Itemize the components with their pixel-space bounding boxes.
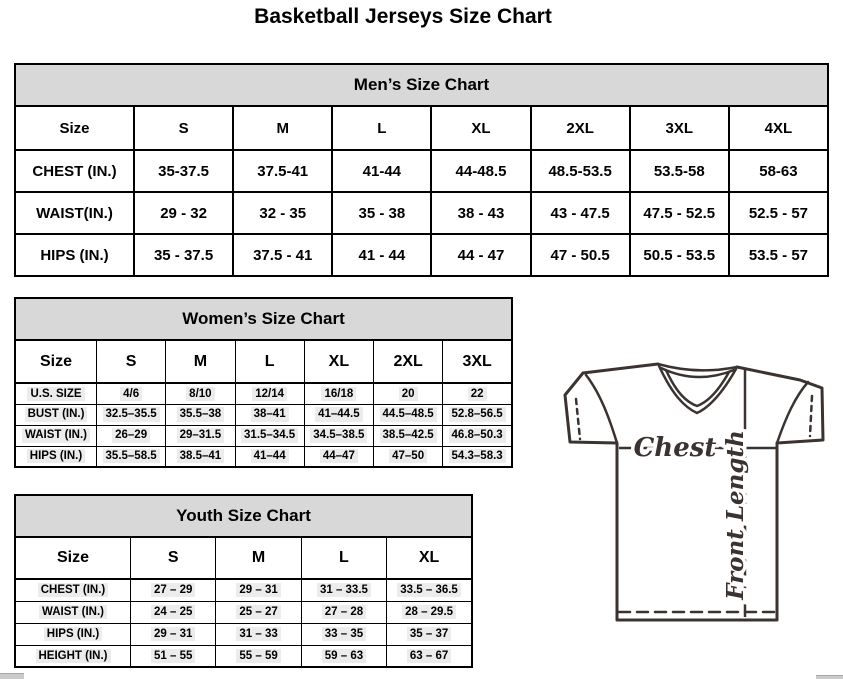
size-value: 29 - 32: [134, 192, 233, 234]
measurement-row: [15, 579, 472, 601]
size-value: 24 – 25: [131, 601, 216, 623]
size-value: 41–44: [235, 446, 304, 467]
size-value: 35 - 38: [332, 192, 431, 234]
row-label: HEIGHT (IN.): [15, 645, 131, 667]
size-value: 32 - 35: [233, 192, 332, 234]
column-header: XL: [304, 340, 373, 383]
measurement-row: [15, 404, 512, 425]
size-value: 52.8–56.5: [443, 404, 512, 425]
size-value: 37.5-41: [233, 150, 332, 192]
scrollbar-fragment-left[interactable]: [0, 673, 24, 679]
row-label: BUST (IN.): [15, 404, 97, 425]
size-value: 54.3–58.3: [443, 446, 512, 467]
size-value: 47 - 50.5: [531, 234, 630, 276]
row-label: HIPS (IN.): [15, 234, 134, 276]
row-label: CHEST (IN.): [15, 579, 131, 601]
size-value: 52.5 - 57: [729, 192, 828, 234]
row-label: CHEST (IN.): [15, 150, 134, 192]
size-value: 44–47: [304, 446, 373, 467]
column-header: Size: [15, 340, 97, 383]
size-value: 38 - 43: [431, 192, 530, 234]
measurement-row: [15, 383, 512, 404]
row-label: U.S. SIZE: [15, 383, 97, 404]
size-value: 37.5 - 41: [233, 234, 332, 276]
womens-size-table: [14, 339, 513, 468]
size-value: 47–50: [374, 446, 443, 467]
size-value: 35 - 37.5: [134, 234, 233, 276]
size-value: 41 - 44: [332, 234, 431, 276]
front-length-label: Front Length: [722, 430, 749, 600]
column-header: Size: [15, 106, 134, 150]
size-value: 48.5-53.5: [531, 150, 630, 192]
column-header: L: [235, 340, 304, 383]
womens-table-title: Women’s Size Chart: [14, 297, 513, 339]
size-value: 26–29: [97, 425, 166, 446]
column-header: 3XL: [630, 106, 729, 150]
column-header: S: [131, 537, 216, 579]
column-header: M: [216, 537, 301, 579]
scrollbar-fragment-right[interactable]: [816, 675, 843, 679]
column-header: 3XL: [443, 340, 512, 383]
measurement-row: [15, 446, 512, 467]
size-value: 22: [443, 383, 512, 404]
womens-size-chart: [14, 297, 513, 468]
size-value: 43 - 47.5: [531, 192, 630, 234]
row-label: WAIST (IN.): [15, 601, 131, 623]
row-label: HIPS (IN.): [15, 446, 97, 467]
size-value: 27 – 28: [301, 601, 386, 623]
size-value: 33.5 – 36.5: [387, 579, 472, 601]
column-header: Size: [15, 537, 131, 579]
size-value: 58-63: [729, 150, 828, 192]
size-value: 63 – 67: [387, 645, 472, 667]
measurement-row: [15, 425, 512, 446]
size-value: 38.5–41: [166, 446, 235, 467]
page-title: Basketball Jerseys Size Chart: [254, 5, 552, 28]
column-header: S: [97, 340, 166, 383]
column-header: 2XL: [374, 340, 443, 383]
mens-size-table: [14, 105, 829, 277]
size-value: 25 – 27: [216, 601, 301, 623]
size-value: 35 – 37: [387, 623, 472, 645]
size-value: 35.5–38: [166, 404, 235, 425]
size-value: 41-44: [332, 150, 431, 192]
chest-label: Chest: [633, 433, 717, 463]
youth-size-table: [14, 536, 473, 668]
youth-table-title: Youth Size Chart: [14, 494, 473, 536]
measurement-row: [15, 192, 828, 234]
measurement-row: [15, 150, 828, 192]
size-value: 33 – 35: [301, 623, 386, 645]
size-value: 16/18: [304, 383, 373, 404]
size-value: 44-48.5: [431, 150, 530, 192]
measurement-row: [15, 645, 472, 667]
measurement-row: [15, 623, 472, 645]
column-header: M: [233, 106, 332, 150]
size-value: 41–44.5: [304, 404, 373, 425]
column-header: S: [134, 106, 233, 150]
size-value: 38–41: [235, 404, 304, 425]
size-value: 53.5 - 57: [729, 234, 828, 276]
size-value: 44 - 47: [431, 234, 530, 276]
size-value: 29 – 31: [131, 623, 216, 645]
size-value: 29 – 31: [216, 579, 301, 601]
row-label: WAIST(IN.): [15, 192, 134, 234]
size-value: 12/14: [235, 383, 304, 404]
size-value: 46.8–50.3: [443, 425, 512, 446]
column-header: XL: [431, 106, 530, 150]
row-label: HIPS (IN.): [15, 623, 131, 645]
measurement-row: [15, 601, 472, 623]
size-value: 47.5 - 52.5: [630, 192, 729, 234]
size-value: 50.5 - 53.5: [630, 234, 729, 276]
header-row: [15, 106, 828, 150]
column-header: 4XL: [729, 106, 828, 150]
size-value: 31 – 33.5: [301, 579, 386, 601]
header-row: [15, 537, 472, 579]
size-value: 51 – 55: [131, 645, 216, 667]
size-value: 38.5–42.5: [374, 425, 443, 446]
size-value: 32.5–35.5: [97, 404, 166, 425]
size-value: 35.5–58.5: [97, 446, 166, 467]
jersey-outline-icon: [565, 364, 823, 620]
size-value: 31.5–34.5: [235, 425, 304, 446]
measurement-row: [15, 234, 828, 276]
size-value: 27 – 29: [131, 579, 216, 601]
size-value: 31 – 33: [216, 623, 301, 645]
size-value: 28 – 29.5: [387, 601, 472, 623]
row-label: WAIST (IN.): [15, 425, 97, 446]
size-value: 8/10: [166, 383, 235, 404]
size-value: 53.5-58: [630, 150, 729, 192]
column-header: L: [301, 537, 386, 579]
column-header: 2XL: [531, 106, 630, 150]
mens-size-chart: [14, 63, 829, 277]
size-value: 20: [374, 383, 443, 404]
jersey-measurement-diagram: [560, 360, 842, 650]
size-value: 44.5–48.5: [374, 404, 443, 425]
column-header: L: [332, 106, 431, 150]
column-header: XL: [387, 537, 472, 579]
size-value: 34.5–38.5: [304, 425, 373, 446]
size-value: 35-37.5: [134, 150, 233, 192]
youth-size-chart: [14, 494, 473, 668]
mens-table-title: Men’s Size Chart: [14, 63, 829, 105]
header-row: [15, 340, 512, 383]
size-value: 4/6: [97, 383, 166, 404]
size-value: 55 – 59: [216, 645, 301, 667]
size-value: 59 – 63: [301, 645, 386, 667]
size-value: 29–31.5: [166, 425, 235, 446]
column-header: M: [166, 340, 235, 383]
